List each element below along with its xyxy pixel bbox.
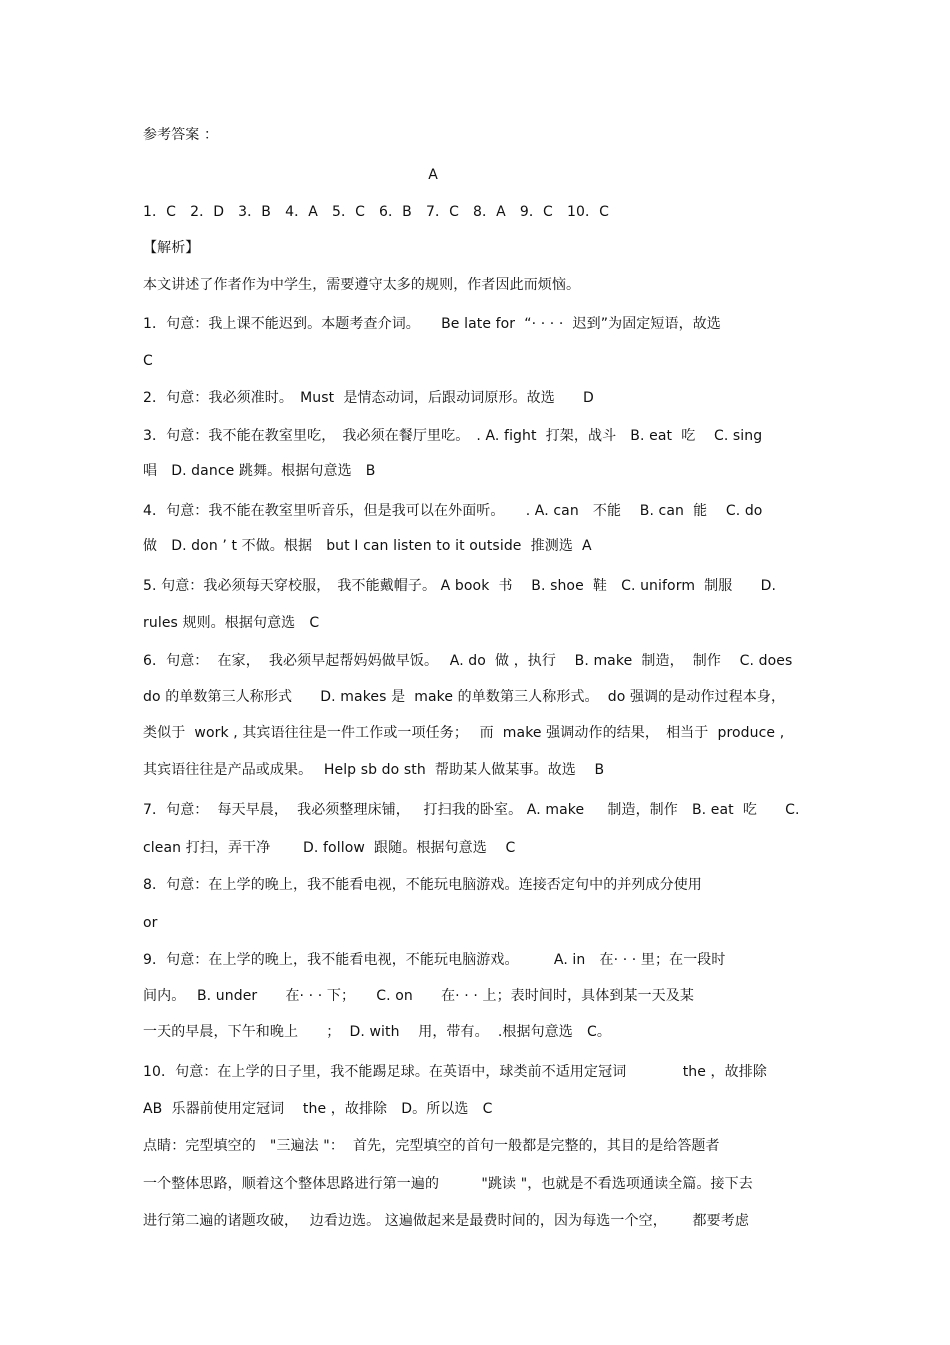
explanation-line: 唱 D. dance 跳舞。根据句意选 B: [143, 463, 376, 479]
explanation-line: 4．句意：我不能在教室里听音乐，但是我可以在外面听。 . A. can 不能 B. can 能 C. do: [143, 503, 763, 519]
explanation-line: clean 打扫，弄干净 D. follow 跟随。根据句意选 C: [143, 840, 516, 856]
explanation-line: 5. 句意：我必须每天穿校服， 我不能戴帽子。 A book 书 B. shoe 鞋 C. uniform 制服 D.: [143, 578, 776, 594]
explanation-line: C: [143, 353, 153, 369]
explanation-line: 一天的早晨，下午和晚上 ； D. with 用，带有。 .根据句意选 C。: [143, 1024, 611, 1040]
explanation-line: or: [143, 915, 158, 931]
explanation-line: 9．句意：在上学的晚上，我不能看电视，不能玩电脑游戏。 A. in 在· · · 里；在一段时: [143, 952, 726, 968]
section-label: A: [428, 167, 438, 183]
explanation-line: 做 D. don ’ t 不做。根据 but I can listen to it outside 推测选 A: [143, 538, 592, 554]
explanation-line: 6．句意： 在家， 我必须早起帮妈妈做早饭。 A. do 做 ，执行 B. make 制造， 制作 C. does: [143, 653, 793, 669]
explanation-line: 10．句意：在上学的日子里，我不能踢足球。在英语中，球类前不适用定冠词 the ，故排除: [143, 1064, 767, 1080]
answer-list: 1．C 2．D 3．B 4．A 5．C 6．B 7．C 8．A 9．C 10．C: [143, 204, 609, 220]
explanation-line: 类似于 work , 其宾语往往是一件工作或一项任务； 而 make 强调动作的结果， 相当于 produce ,: [143, 725, 785, 741]
tip-line: 一个整体思路，顺着这个整体思路进行第一遍的 "跳读 "，也就是不看选项通读全篇。接下去: [143, 1176, 753, 1192]
explanation-line: 8．句意：在上学的晚上，我不能看电视，不能玩电脑游戏。连接否定句中的并列成分使用: [143, 877, 702, 893]
explanation-line: rules 规则。根据句意选 C: [143, 615, 320, 631]
explanation-line: 1．句意：我上课不能迟到。本题考查介词。 Be late for “· · · · 迟到”为固定短语，故选: [143, 316, 721, 332]
explanation-line: 其宾语往往是产品或成果。 Help sb do sth 帮助某人做某事。故选 B: [143, 762, 605, 778]
explanation-line: 7．句意： 每天早晨， 我必须整理床铺， 打扫我的卧室。 A. make 制造，制作 B. eat 吃 C.: [143, 802, 800, 818]
answer-key-heading: 参考答案 ：: [143, 127, 219, 143]
tip-line: 进行第二遍的诸题攻破， 边看边选。 这遍做起来是最费时间的，因为每选一个空， 都要考虑: [143, 1213, 749, 1229]
passage-summary: 本文讲述了作者作为中学生，需要遵守太多的规则，作者因此而烦恼。: [143, 277, 581, 293]
explanation-line: 3．句意：我不能在教室里吃， 我必须在餐厅里吃。 . A. fight 打架，战斗 B. eat 吃 C. sing: [143, 428, 763, 444]
explanation-line: AB 乐器前使用定冠词 the ，故排除 D。所以选 C: [143, 1101, 493, 1117]
explanation-line: do 的单数第三人称形式 D. makes 是 make 的单数第三人称形式。 do 强调的是动作过程本身，: [143, 689, 786, 705]
explanation-line: 间内。 B. under 在· · · 下； C. on 在· · · 上；表时间时，具体到某一天及某: [143, 988, 694, 1004]
analysis-heading: 【解析】: [143, 240, 200, 256]
tip-line: 点睛：完型填空的 "三遍法 "： 首先，完型填空的首句一般都是完整的，其目的是给答题者: [143, 1138, 720, 1154]
explanation-line: 2．句意：我必须准时。 Must 是情态动词，后跟动词原形。故选 D: [143, 390, 594, 406]
